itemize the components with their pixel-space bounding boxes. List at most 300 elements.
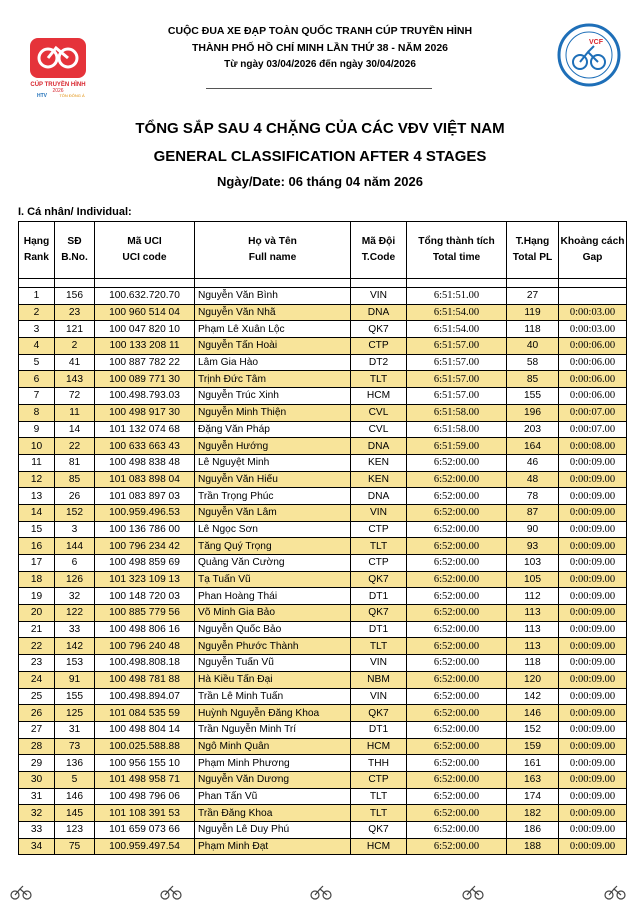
cell-gap: 0:00:09.00: [559, 822, 627, 839]
cell-gap: 0:00:09.00: [559, 788, 627, 805]
cell-team: TLT: [351, 538, 407, 555]
cell-team: DT1: [351, 621, 407, 638]
cell-uci: 100 796 240 48: [95, 638, 195, 655]
cell-uci: 100 887 782 22: [95, 354, 195, 371]
cell-pl: 120: [507, 671, 559, 688]
cell-bib: 85: [55, 471, 95, 488]
cell-gap: 0:00:09.00: [559, 671, 627, 688]
cell-gap: 0:00:08.00: [559, 438, 627, 455]
cell-uci: 100 956 155 10: [95, 755, 195, 772]
cell-time: 6:52:00.00: [407, 671, 507, 688]
cell-rank: 23: [19, 655, 55, 672]
cell-rank: 11: [19, 454, 55, 471]
cell-team: QK7: [351, 321, 407, 338]
cyclist-icon: [604, 884, 626, 900]
cell-name: Lê Ngọc Sơn: [195, 521, 351, 538]
cell-gap: 0:00:09.00: [559, 705, 627, 722]
cell-bib: 121: [55, 321, 95, 338]
col-bib-en: B.No.: [61, 252, 88, 263]
cell-uci: 100 498 804 14: [95, 721, 195, 738]
table-row: [19, 621, 627, 638]
cell-team: CVL: [351, 421, 407, 438]
table-row: [19, 771, 627, 788]
cell-time: 6:51:57.00: [407, 371, 507, 388]
cell-team: DT1: [351, 721, 407, 738]
table-header-row: [19, 222, 627, 279]
cell-gap: 0:00:07.00: [559, 421, 627, 438]
cell-bib: 14: [55, 421, 95, 438]
cell-uci: 101 083 897 03: [95, 488, 195, 505]
cell-name: Trần Lê Minh Tuấn: [195, 688, 351, 705]
cell-time: 6:52:00.00: [407, 738, 507, 755]
table-row: [19, 338, 627, 355]
cell-team: DT2: [351, 354, 407, 371]
col-bib-vi: SĐ: [67, 236, 82, 247]
table-row: [19, 805, 627, 822]
title-vi: TỔNG SẮP SAU 4 CHẶNG CỦA CÁC VĐV VIỆT NAM: [135, 120, 505, 137]
cell-gap: 0:00:09.00: [559, 838, 627, 855]
cell-time: 6:52:00.00: [407, 688, 507, 705]
col-rank-vi: Hạng: [23, 236, 50, 247]
cell-uci: 100 089 771 30: [95, 371, 195, 388]
cell-pl: 90: [507, 521, 559, 538]
col-uci-vi: Mã UCI: [127, 236, 162, 247]
cell-uci: 101 323 109 13: [95, 571, 195, 588]
cell-rank: 31: [19, 788, 55, 805]
cell-team: NBM: [351, 671, 407, 688]
table-row: [19, 438, 627, 455]
cell-gap: 0:00:06.00: [559, 371, 627, 388]
cell-team: QK7: [351, 605, 407, 622]
tv-cup-logo: [22, 36, 94, 98]
cell-pl: 93: [507, 538, 559, 555]
cell-team: QK7: [351, 705, 407, 722]
col-team: [351, 222, 407, 279]
cell-rank: 25: [19, 688, 55, 705]
cell-time: 6:52:00.00: [407, 838, 507, 855]
cell-rank: 13: [19, 488, 55, 505]
cell-pl: 142: [507, 688, 559, 705]
cell-pl: 113: [507, 605, 559, 622]
cell-team: THH: [351, 755, 407, 772]
cell-pl: 163: [507, 771, 559, 788]
col-name-en: Full name: [248, 252, 297, 263]
cell-uci: 100 498 838 48: [95, 454, 195, 471]
cell-gap: 0:00:09.00: [559, 504, 627, 521]
cell-name: Quảng Văn Cường: [195, 555, 351, 572]
cell-rank: 26: [19, 705, 55, 722]
cell-bib: 126: [55, 571, 95, 588]
cell-uci: 100.498.808.18: [95, 655, 195, 672]
cell-pl: 161: [507, 755, 559, 772]
cell-team: TLT: [351, 805, 407, 822]
col-gap: [559, 222, 627, 279]
cell-gap: 0:00:09.00: [559, 521, 627, 538]
cell-time: 6:52:00.00: [407, 721, 507, 738]
cell-team: QK7: [351, 822, 407, 839]
document-header: [0, 0, 640, 100]
cell-time: 6:52:00.00: [407, 705, 507, 722]
cell-pl: 196: [507, 404, 559, 421]
cell-name: Hà Kiều Tấn Đại: [195, 671, 351, 688]
cell-time: 6:52:00.00: [407, 788, 507, 805]
cell-gap: 0:00:09.00: [559, 454, 627, 471]
col-team-vi: Mã Đội: [361, 236, 396, 247]
cell-bib: 31: [55, 721, 95, 738]
cell-rank: 15: [19, 521, 55, 538]
vcf-logo: [556, 22, 622, 88]
cell-team: KEN: [351, 454, 407, 471]
cell-bib: 3: [55, 521, 95, 538]
cell-uci: 100.959.497.54: [95, 838, 195, 855]
cell-team: QK7: [351, 571, 407, 588]
cell-name: Nguyễn Văn Dương: [195, 771, 351, 788]
cell-rank: 7: [19, 388, 55, 405]
cell-gap: 0:00:09.00: [559, 721, 627, 738]
col-pl-vi: T.Hạng: [515, 236, 550, 247]
cell-name: Phạm Minh Phương: [195, 755, 351, 772]
cell-uci: 100.025.588.88: [95, 738, 195, 755]
cell-bib: 22: [55, 438, 95, 455]
cell-pl: 48: [507, 471, 559, 488]
cell-pl: 87: [507, 504, 559, 521]
cell-name: Trần Trọng Phúc: [195, 488, 351, 505]
cell-pl: 118: [507, 321, 559, 338]
cell-name: Nguyễn Văn Hiếu: [195, 471, 351, 488]
cell-name: Nguyễn Lê Duy Phú: [195, 822, 351, 839]
cell-team: DNA: [351, 488, 407, 505]
cell-gap: 0:00:09.00: [559, 805, 627, 822]
cell-name: Nguyễn Hướng: [195, 438, 351, 455]
title-en: GENERAL CLASSIFICATION AFTER 4 STAGES: [153, 148, 487, 165]
cell-gap: 0:00:09.00: [559, 755, 627, 772]
col-time: [407, 222, 507, 279]
cell-bib: 125: [55, 705, 95, 722]
cell-team: HCM: [351, 388, 407, 405]
cell-uci: 100 498 859 69: [95, 555, 195, 572]
cell-uci: 100.498.793.03: [95, 388, 195, 405]
table-row: [19, 538, 627, 555]
cell-uci: 101 498 958 71: [95, 771, 195, 788]
header-spacer-row: [19, 279, 627, 288]
table-row: [19, 354, 627, 371]
cell-gap: 0:00:03.00: [559, 321, 627, 338]
cell-time: 6:51:54.00: [407, 304, 507, 321]
cell-rank: 28: [19, 738, 55, 755]
col-pl: [507, 222, 559, 279]
cell-pl: 113: [507, 638, 559, 655]
cell-pl: 146: [507, 705, 559, 722]
table-row: [19, 738, 627, 755]
cell-bib: 26: [55, 488, 95, 505]
table-row: [19, 371, 627, 388]
col-bib: [55, 222, 95, 279]
cell-gap: 0:00:09.00: [559, 621, 627, 638]
cyclist-icon: [10, 884, 32, 900]
cell-time: 6:52:00.00: [407, 471, 507, 488]
cell-time: 6:52:00.00: [407, 454, 507, 471]
table-row: [19, 488, 627, 505]
table-row: [19, 304, 627, 321]
cell-team: CVL: [351, 404, 407, 421]
cell-time: 6:51:59.00: [407, 438, 507, 455]
col-rank-en: Rank: [24, 252, 49, 263]
cell-uci: 100 498 917 30: [95, 404, 195, 421]
cell-pl: 112: [507, 588, 559, 605]
cell-uci: 100 498 806 16: [95, 621, 195, 638]
cell-bib: 122: [55, 605, 95, 622]
cell-pl: 27: [507, 288, 559, 305]
cell-rank: 30: [19, 771, 55, 788]
cell-time: 6:52:00.00: [407, 504, 507, 521]
cell-pl: 78: [507, 488, 559, 505]
cell-bib: 81: [55, 454, 95, 471]
col-time-vi: Tổng thành tích: [418, 236, 495, 247]
cell-gap: 0:00:09.00: [559, 588, 627, 605]
cell-rank: 1: [19, 288, 55, 305]
header-line3: Từ ngày 03/04/2026 đến ngày 30/04/2026: [224, 59, 416, 70]
cell-team: DNA: [351, 304, 407, 321]
section-label: I. Cá nhân/ Individual:: [18, 206, 132, 218]
cell-team: VIN: [351, 655, 407, 672]
header-rule: [206, 88, 432, 89]
cell-pl: 155: [507, 388, 559, 405]
table-row: [19, 555, 627, 572]
col-uci-en: UCI code: [122, 252, 167, 263]
cell-uci: 100 148 720 03: [95, 588, 195, 605]
cell-pl: 186: [507, 822, 559, 839]
cell-rank: 4: [19, 338, 55, 355]
cell-time: 6:51:57.00: [407, 338, 507, 355]
cell-time: 6:52:00.00: [407, 605, 507, 622]
cell-team: VIN: [351, 688, 407, 705]
cell-name: Nguyễn Tấn Hoài: [195, 338, 351, 355]
cell-uci: 100 047 820 10: [95, 321, 195, 338]
cell-time: 6:52:00.00: [407, 655, 507, 672]
cell-rank: 8: [19, 404, 55, 421]
cell-name: Nguyễn Phước Thành: [195, 638, 351, 655]
cell-bib: 142: [55, 638, 95, 655]
cell-team: CTP: [351, 771, 407, 788]
cell-bib: 41: [55, 354, 95, 371]
cell-rank: 9: [19, 421, 55, 438]
cell-bib: 91: [55, 671, 95, 688]
cell-team: KEN: [351, 471, 407, 488]
cell-rank: 27: [19, 721, 55, 738]
cell-uci: 101 083 898 04: [95, 471, 195, 488]
cell-rank: 12: [19, 471, 55, 488]
table-row: [19, 788, 627, 805]
cell-rank: 3: [19, 321, 55, 338]
cell-rank: 32: [19, 805, 55, 822]
cell-pl: 113: [507, 621, 559, 638]
table-row: [19, 421, 627, 438]
cell-team: TLT: [351, 788, 407, 805]
cell-rank: 19: [19, 588, 55, 605]
cell-gap: 0:00:06.00: [559, 354, 627, 371]
cell-bib: 156: [55, 288, 95, 305]
cell-time: 6:52:00.00: [407, 822, 507, 839]
table-body: [19, 279, 627, 855]
table-row: [19, 822, 627, 839]
cell-bib: 152: [55, 504, 95, 521]
cell-team: CTP: [351, 338, 407, 355]
cell-time: 6:52:00.00: [407, 571, 507, 588]
cell-uci: 101 659 073 66: [95, 822, 195, 839]
cell-time: 6:52:00.00: [407, 621, 507, 638]
cell-pl: 105: [507, 571, 559, 588]
cell-time: 6:52:00.00: [407, 488, 507, 505]
cell-gap: 0:00:06.00: [559, 338, 627, 355]
col-team-en: T.Code: [361, 252, 396, 263]
cyclist-icon: [160, 884, 182, 900]
cell-name: Nguyễn Văn Lâm: [195, 504, 351, 521]
col-gap-vi: Khoảng cách: [560, 236, 625, 247]
cell-gap: 0:00:09.00: [559, 605, 627, 622]
cell-gap: 0:00:09.00: [559, 688, 627, 705]
cell-time: 6:51:54.00: [407, 321, 507, 338]
cell-gap: 0:00:09.00: [559, 771, 627, 788]
cell-pl: 103: [507, 555, 559, 572]
cell-name: Nguyễn Quốc Bảo: [195, 621, 351, 638]
cell-time: 6:51:51.00: [407, 288, 507, 305]
cell-bib: 144: [55, 538, 95, 555]
cell-gap: [559, 288, 627, 305]
col-gap-en: Gap: [582, 252, 603, 263]
table-row: [19, 288, 627, 305]
cell-name: Nguyễn Tuấn Vũ: [195, 655, 351, 672]
cell-uci: 101 108 391 53: [95, 805, 195, 822]
cell-bib: 33: [55, 621, 95, 638]
cell-uci: 100 633 663 43: [95, 438, 195, 455]
cell-time: 6:52:00.00: [407, 588, 507, 605]
cell-bib: 153: [55, 655, 95, 672]
cell-gap: 0:00:09.00: [559, 471, 627, 488]
cell-uci: 100 136 786 00: [95, 521, 195, 538]
table-row: [19, 571, 627, 588]
cell-name: Tăng Quý Trọng: [195, 538, 351, 555]
table-row: [19, 755, 627, 772]
cell-uci: 100.959.496.53: [95, 504, 195, 521]
table-row: [19, 588, 627, 605]
logo-left-sponsor1: HTV: [37, 93, 47, 98]
cell-gap: 0:00:06.00: [559, 388, 627, 405]
cell-uci: 100 796 234 42: [95, 538, 195, 555]
cell-pl: 40: [507, 338, 559, 355]
cell-gap: 0:00:09.00: [559, 555, 627, 572]
cell-name: Phạm Lê Xuân Lộc: [195, 321, 351, 338]
title-date: Ngày/Date: 06 tháng 04 năm 2026: [217, 174, 423, 189]
cell-time: 6:52:00.00: [407, 638, 507, 655]
cell-pl: 118: [507, 655, 559, 672]
table-row: [19, 721, 627, 738]
cell-rank: 29: [19, 755, 55, 772]
header-line2: THÀNH PHỐ HỒ CHÍ MINH LẦN THỨ 38 - NĂM 2026: [191, 42, 449, 54]
table-row: [19, 404, 627, 421]
cell-name: Nguyễn Trúc Xinh: [195, 388, 351, 405]
cell-name: Võ Minh Gia Bảo: [195, 605, 351, 622]
cell-team: DT1: [351, 588, 407, 605]
table-row: [19, 671, 627, 688]
cell-bib: 6: [55, 555, 95, 572]
cell-pl: 203: [507, 421, 559, 438]
cell-team: TLT: [351, 638, 407, 655]
col-rank: [19, 222, 55, 279]
cell-uci: 100.498.894.07: [95, 688, 195, 705]
cell-rank: 18: [19, 571, 55, 588]
cell-rank: 14: [19, 504, 55, 521]
cell-name: Lâm Gia Hào: [195, 354, 351, 371]
cell-bib: 73: [55, 738, 95, 755]
cell-gap: 0:00:09.00: [559, 638, 627, 655]
table-row: [19, 605, 627, 622]
cell-rank: 24: [19, 671, 55, 688]
classification-table: [18, 221, 627, 855]
cell-bib: 75: [55, 838, 95, 855]
cell-gap: 0:00:09.00: [559, 738, 627, 755]
cell-time: 6:51:57.00: [407, 388, 507, 405]
cell-bib: 136: [55, 755, 95, 772]
table-row: [19, 388, 627, 405]
header-line1: CUỘC ĐUA XE ĐẠP TOÀN QUỐC TRANH CÚP TRUYỀN HÌNH: [167, 25, 473, 37]
cell-pl: 58: [507, 354, 559, 371]
table-row: [19, 838, 627, 855]
logo-right-text: VCF: [589, 39, 603, 46]
cell-gap: 0:00:09.00: [559, 655, 627, 672]
logo-left-text: CÚP TRUYỀN HÌNH: [30, 82, 86, 88]
cell-bib: 145: [55, 805, 95, 822]
table-row: [19, 471, 627, 488]
cyclist-icon: [462, 884, 484, 900]
col-name-vi: Họ và Tên: [248, 236, 297, 247]
cell-uci: 100 498 796 06: [95, 788, 195, 805]
table-row: [19, 521, 627, 538]
cell-pl: 159: [507, 738, 559, 755]
cell-team: CTP: [351, 555, 407, 572]
cell-gap: 0:00:03.00: [559, 304, 627, 321]
col-name: [195, 222, 351, 279]
cell-time: 6:51:58.00: [407, 404, 507, 421]
cell-team: TLT: [351, 371, 407, 388]
table-row: [19, 638, 627, 655]
cell-pl: 164: [507, 438, 559, 455]
cell-bib: 155: [55, 688, 95, 705]
cell-uci: 100 498 781 88: [95, 671, 195, 688]
cell-time: 6:52:00.00: [407, 771, 507, 788]
cell-time: 6:52:00.00: [407, 521, 507, 538]
cell-name: Đặng Văn Pháp: [195, 421, 351, 438]
table-row: [19, 688, 627, 705]
cell-team: DNA: [351, 438, 407, 455]
cell-rank: 22: [19, 638, 55, 655]
cell-gap: 0:00:09.00: [559, 488, 627, 505]
cell-team: HCM: [351, 838, 407, 855]
cell-uci: 100 960 514 04: [95, 304, 195, 321]
page-footer: [0, 884, 640, 904]
cell-name: Phạm Minh Đạt: [195, 838, 351, 855]
cell-name: Nguyễn Văn Nhã: [195, 304, 351, 321]
table-row: [19, 705, 627, 722]
logo-left-sponsor2: TÔN ĐÔNG Á: [59, 93, 85, 98]
table-row: [19, 504, 627, 521]
cell-team: VIN: [351, 504, 407, 521]
cell-time: 6:52:00.00: [407, 805, 507, 822]
cell-rank: 2: [19, 304, 55, 321]
cell-pl: 152: [507, 721, 559, 738]
cell-time: 6:51:57.00: [407, 354, 507, 371]
cell-team: CTP: [351, 521, 407, 538]
cell-pl: 188: [507, 838, 559, 855]
